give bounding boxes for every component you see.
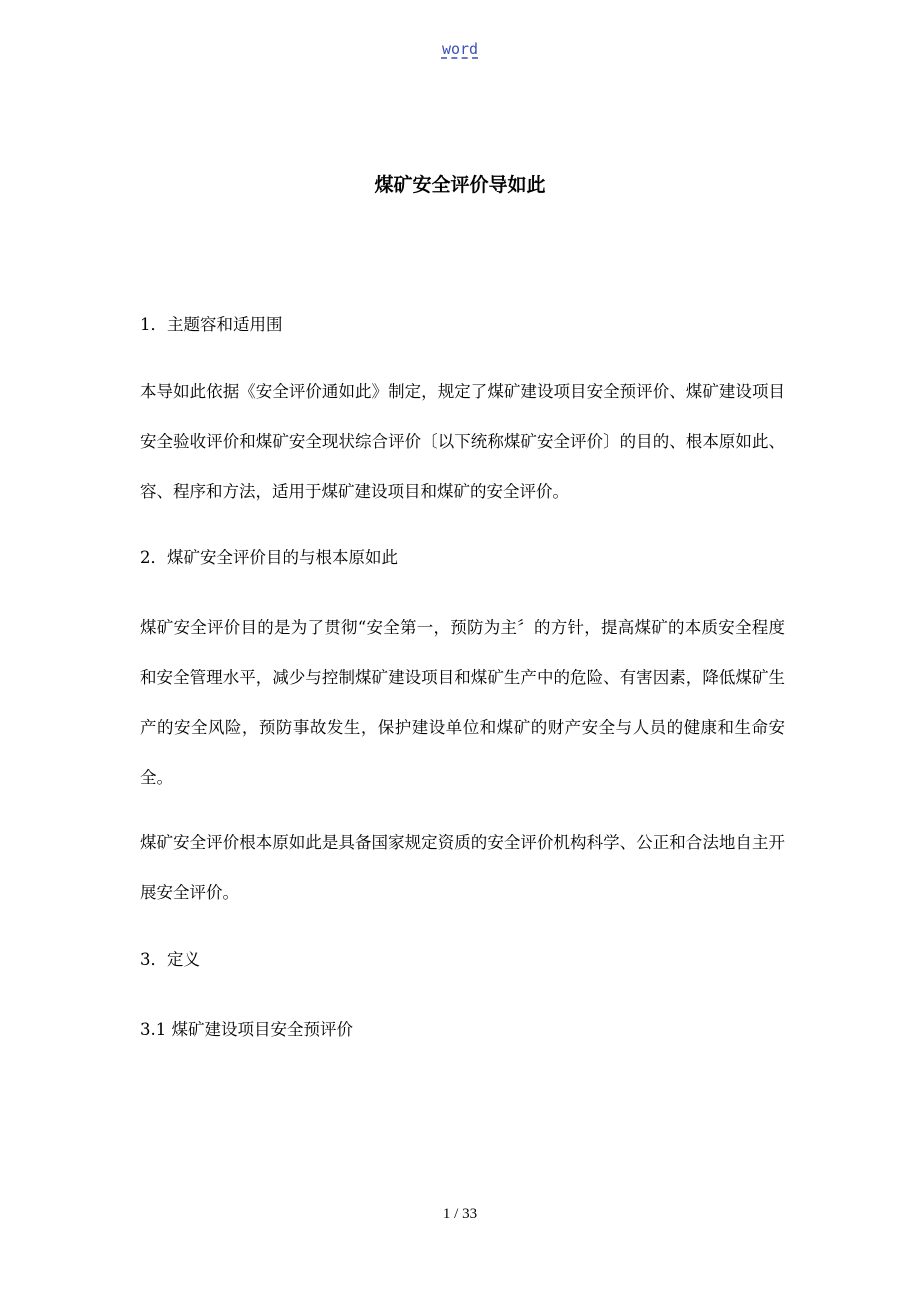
page-indicator: 1 / 33 [442,1206,478,1222]
section-2-heading: 2．煤矿安全评价目的与根本原如此 [140,548,398,567]
header-word-link[interactable]: word [441,40,479,58]
section-1-paragraph: 本导如此依据《安全评价通如此》制定，规定了煤矿建设项目安全预评价、煤矿建设项目安全验收评价和煤矿安全现状综合评价〔以下统称煤矿安全评价〕的目的、根本原如此、容、程序和方法，适用于煤矿建设项目和煤矿的安全评价。 [140,382,785,501]
section-2-paragraph-1: 煤矿安全评价目的是为了贯彻“安全第一，预防为主〞的方针，提高煤矿的本质安全程度和安全管理水平，减少与控制煤矿建设项目和煤矿生产中的危险、有害因素，降低煤矿生产的安全风险，预防事故发生，保护建设单位和煤矿的财产安全与人员的健康和生命安全。 [140,618,785,787]
section-3-heading: 3．定义 [140,950,200,969]
section-2-paragraph-2: 煤矿安全评价根本原如此是具备国家规定资质的安全评价机构科学、公正和合法地自主开展安全评价。 [140,833,785,902]
section-1-heading: 1．主题容和适用围 [140,315,283,334]
document-title: 煤矿安全评价导如此 [374,174,546,196]
section-3-1-heading: 3.1 煤矿建设项目安全预评价 [140,1020,353,1039]
